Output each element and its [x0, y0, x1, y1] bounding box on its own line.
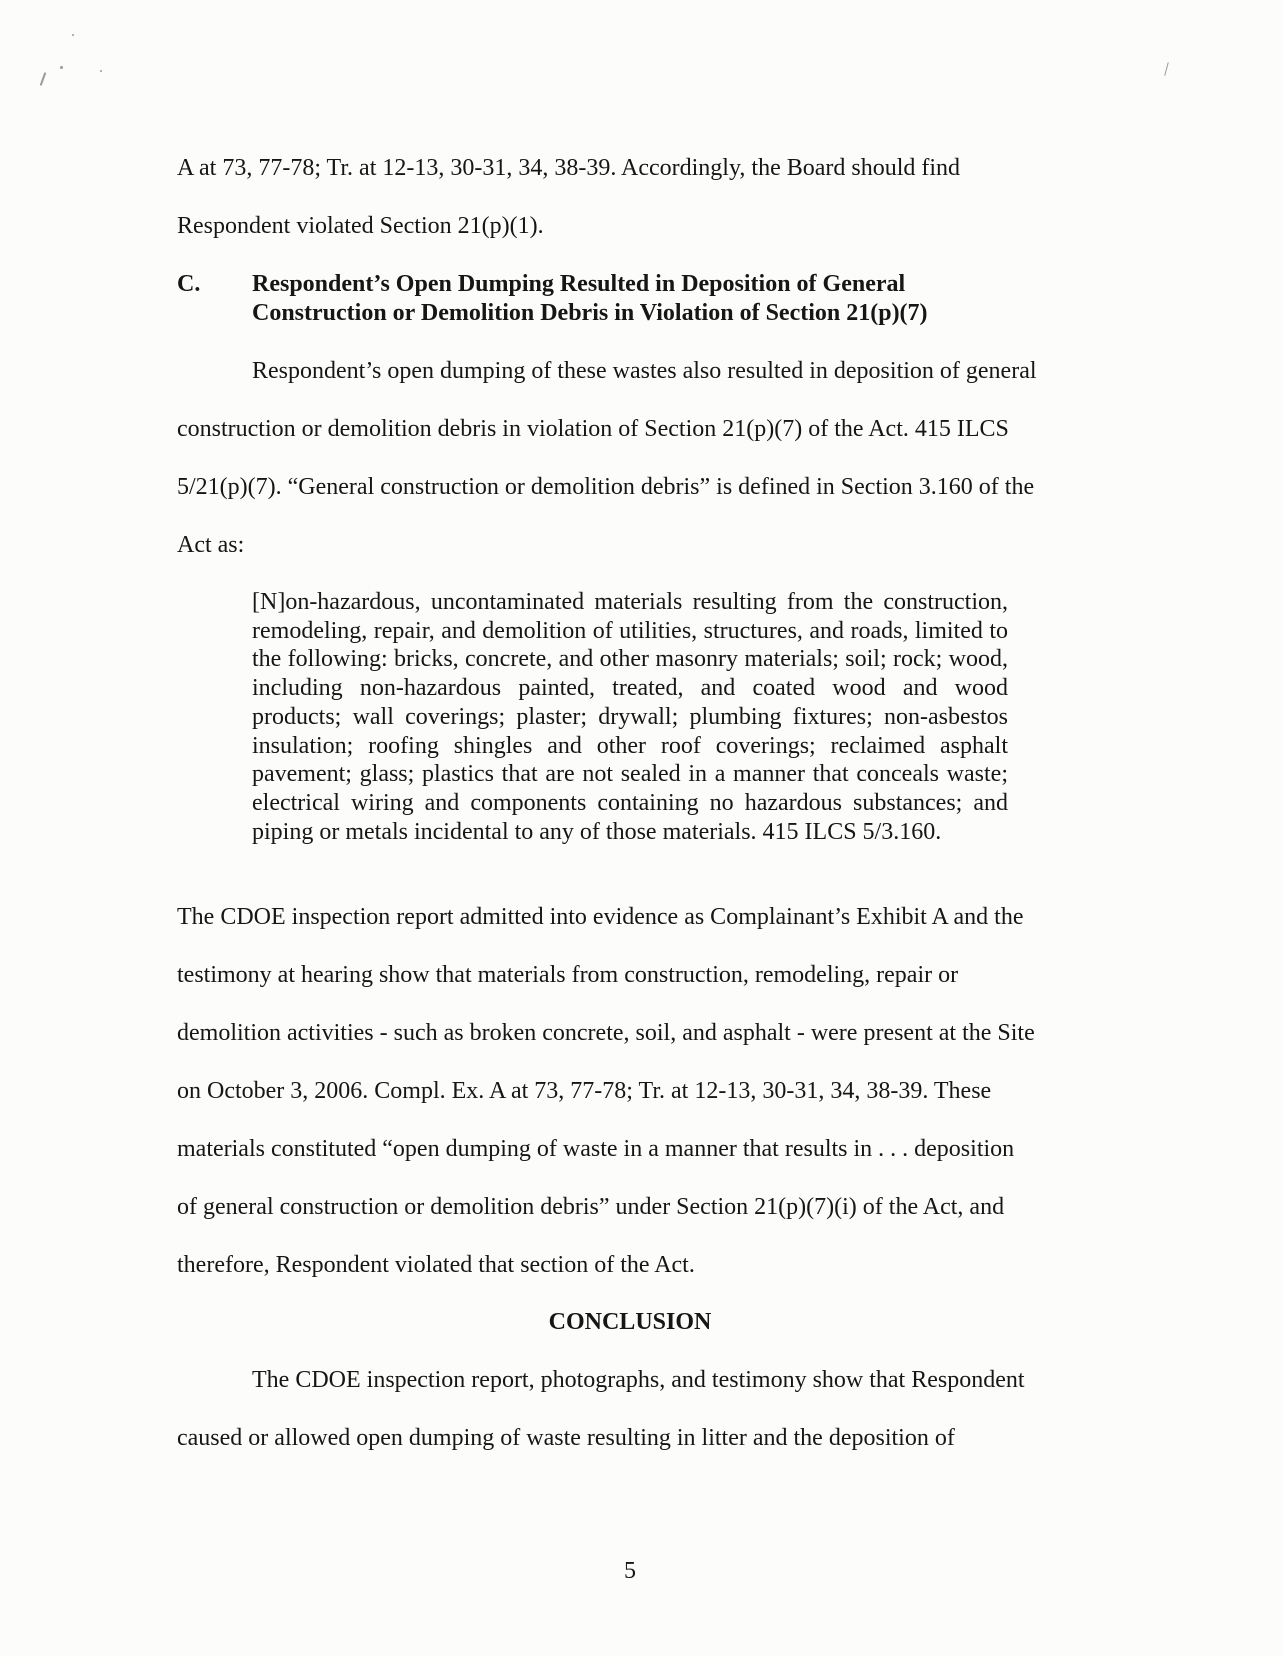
body-text-line: 5/21(p)(7). “General construction or demolition debris” is defined in Section 3.160 of the: [177, 474, 1035, 500]
body-text-line: therefore, Respondent violated that section of the Act.: [177, 1252, 695, 1278]
body-text-line: construction or demolition debris in violation of Section 21(p)(7) of the Act. 415 ILCS: [177, 416, 1009, 442]
page-number: 5: [624, 1558, 636, 1584]
scan-speck: [60, 66, 63, 69]
body-text-line: Respondent violated Section 21(p)(1).: [177, 213, 544, 239]
body-text-line: testimony at hearing show that materials from construction, remodeling, repair or: [177, 962, 959, 988]
section-heading: Respondent’s Open Dumping Resulted in Deposition of General: [252, 271, 906, 297]
conclusion-heading: CONCLUSION: [548, 1309, 712, 1335]
body-text-line: Respondent’s open dumping of these wastes also resulted in deposition of general: [252, 358, 1037, 384]
scan-speck: [72, 34, 74, 36]
scan-speck: [40, 72, 47, 86]
body-text-line: The CDOE inspection report admitted into evidence as Complainant’s Exhibit A and the: [177, 904, 1024, 930]
block-quote: [N]on-hazardous, uncontaminated materials resulting from the construction, remodeling, repair, and demolition of utilities, structures, and roads, limited to the following: bricks, concrete, and other masonry materials; soil; rock; wood, including non-hazardous painted, treated, and coated wood and wood products; wall coverings; plaster; drywall; plumbing fixtures; non-asbestos insulation; roofing shingles and other roof coverings; reclaimed asphalt pavement; glass; plastics that are not sealed in a manner that conceals waste; electrical wiring and components containing no hazardous substances; and piping or metals incidental to any of those materials. 415 ILCS 5/3.160.: [252, 589, 1008, 845]
scan-speck: [100, 70, 102, 72]
body-text-line: of general construction or demolition debris” under Section 21(p)(7)(i) of the Act, and: [177, 1194, 1005, 1220]
body-text-line: A at 73, 77-78; Tr. at 12-13, 30-31, 34, 38-39. Accordingly, the Board should find: [177, 155, 961, 181]
body-text-line: Act as:: [177, 532, 245, 558]
section-label: C.: [177, 271, 201, 297]
body-text-line: on October 3, 2006. Compl. Ex. A at 73, 77-78; Tr. at 12-13, 30-31, 34, 38-39. These: [177, 1078, 992, 1104]
body-text-line: The CDOE inspection report, photographs, and testimony show that Respondent: [252, 1367, 1025, 1393]
body-text-line: caused or allowed open dumping of waste resulting in litter and the deposition of: [177, 1425, 955, 1451]
scan-speck: [1164, 62, 1169, 76]
body-text-line: demolition activities - such as broken concrete, soil, and asphalt - were present at the Site: [177, 1020, 1035, 1046]
body-text-line: materials constituted “open dumping of waste in a manner that results in . . . deposition: [177, 1136, 1015, 1162]
section-heading: Construction or Demolition Debris in Violation of Section 21(p)(7): [252, 300, 928, 326]
